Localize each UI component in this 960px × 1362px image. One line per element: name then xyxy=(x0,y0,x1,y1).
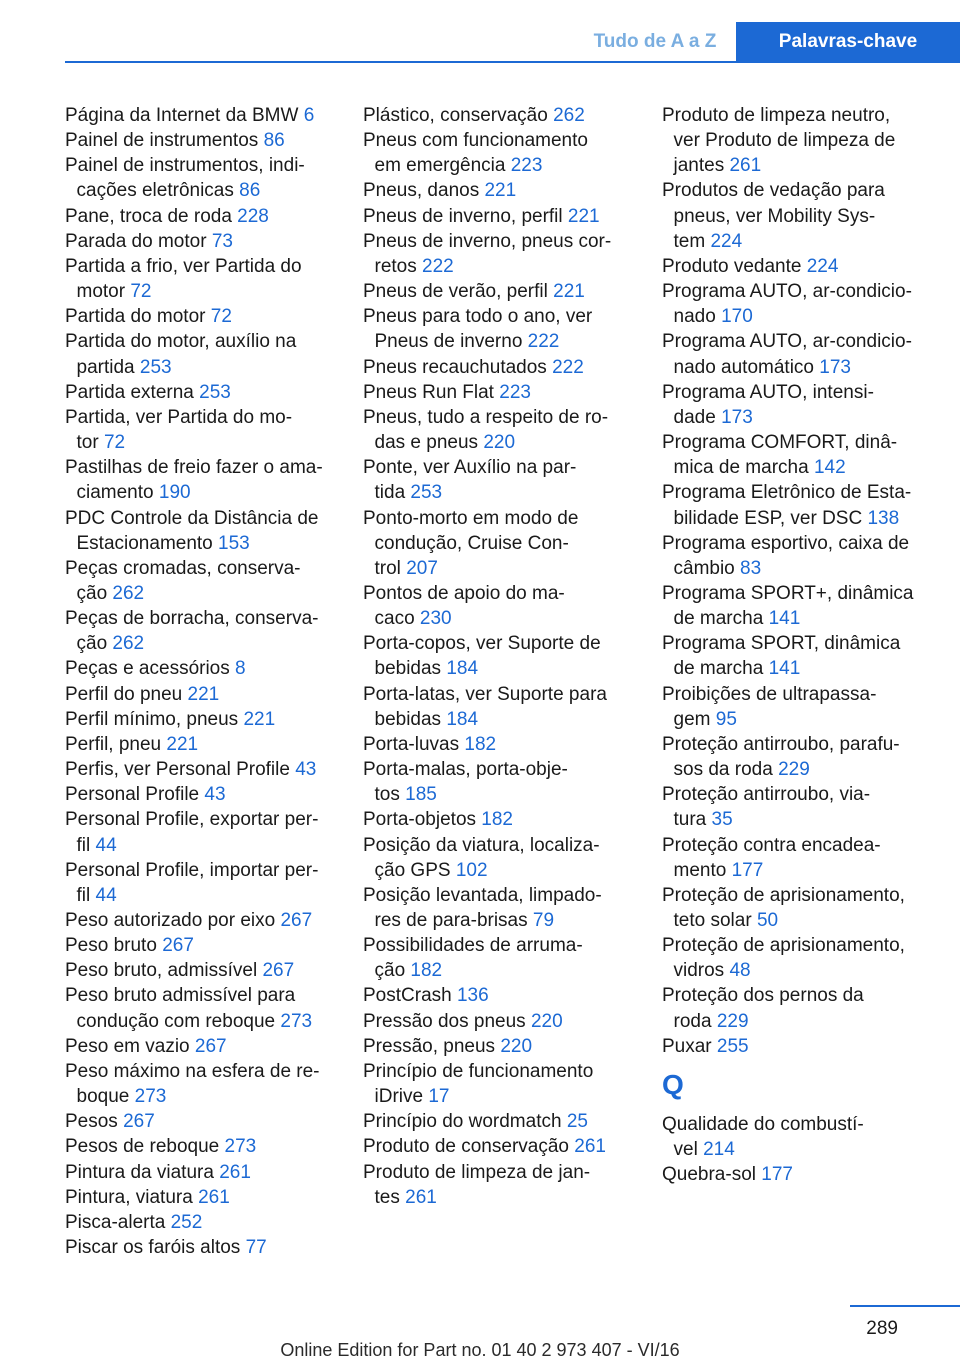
index-entry-term: Peso bruto xyxy=(65,935,157,957)
index-entry xyxy=(363,178,635,203)
index-entry xyxy=(65,983,337,1033)
index-entry-term: Pressão, pneus xyxy=(363,1035,496,1057)
page-reference-link[interactable]: 224 xyxy=(710,230,743,252)
index-entry-term: Programa SPORT, dinâmica de marcha xyxy=(662,633,901,680)
page-reference-link[interactable]: 25 xyxy=(566,1111,588,1133)
index-entry-term: Porta-malas, porta-obje- tos xyxy=(363,759,568,806)
page-reference-link[interactable]: 182 xyxy=(410,960,443,982)
page-reference-link[interactable]: 86 xyxy=(239,180,261,202)
index-entry-term: Produto de conservação xyxy=(363,1136,569,1158)
index-entry-term: Proibições de ultrapassa- gem xyxy=(662,683,877,730)
page-reference-link[interactable]: 221 xyxy=(166,733,199,755)
page-reference-link[interactable]: 83 xyxy=(740,557,762,579)
index-entry-term: Pneus Run Flat xyxy=(363,381,494,403)
index-entry-term: Piscar os faróis altos xyxy=(65,1237,241,1259)
index-entry-term: Pneus para todo o ano, ver Pneus de inverno xyxy=(363,306,593,353)
page-reference-link[interactable]: 141 xyxy=(768,658,801,680)
index-entry xyxy=(363,1134,635,1159)
page-reference-link[interactable]: 253 xyxy=(410,482,443,504)
index-entry xyxy=(662,782,934,832)
page-reference-link[interactable]: 267 xyxy=(280,910,313,931)
index-entry-term: Pneus recauchutados xyxy=(363,356,547,378)
page-reference-link[interactable]: 267 xyxy=(162,935,194,957)
index-entry xyxy=(363,933,635,983)
index-entry xyxy=(65,682,337,707)
index-entry-term: Proteção de aprisionamento, vidros xyxy=(662,935,905,982)
page-reference-link[interactable]: 230 xyxy=(419,608,452,630)
index-entry-term: Peças cromadas, conserva- ção xyxy=(65,557,301,604)
page-reference-link[interactable]: 273 xyxy=(224,1136,257,1158)
index-entry-term: Perfil, pneu xyxy=(65,733,162,755)
index-entry-term: Pneus, tudo a respeito de ro- das e pneus xyxy=(363,406,609,454)
index-entry xyxy=(65,757,337,782)
page-reference-link[interactable]: 173 xyxy=(721,406,753,428)
index-entry-term: Pontos de apoio do ma- caco xyxy=(363,582,565,630)
index-entry xyxy=(662,631,934,681)
index-entry-term: Programa Eletrônico de Esta- bilidade ESP, ver DSC xyxy=(662,482,912,529)
index-entry xyxy=(363,229,635,279)
page-reference-link[interactable]: 177 xyxy=(731,859,764,881)
index-letter-heading: Q xyxy=(662,1068,684,1100)
index-entry xyxy=(363,682,635,732)
index-entry xyxy=(65,1235,337,1260)
index-column-2 xyxy=(363,103,635,1210)
index-entry xyxy=(662,178,934,253)
page-reference-link[interactable]: 43 xyxy=(204,784,226,806)
page-reference-link[interactable]: 221 xyxy=(484,180,517,202)
index-entry-term: Proteção dos pernos da roda xyxy=(662,985,864,1032)
page-reference-link[interactable]: 261 xyxy=(729,155,762,177)
index-entry xyxy=(662,933,934,983)
index-entry xyxy=(65,656,337,681)
page-reference-link[interactable]: 35 xyxy=(711,809,733,831)
page-reference-link[interactable]: 267 xyxy=(123,1111,155,1133)
page-reference-link[interactable]: 261 xyxy=(219,1161,251,1183)
header-section-label: Tudo de A a Z xyxy=(593,31,717,52)
page-reference-link[interactable]: 182 xyxy=(464,733,497,755)
page-reference-link[interactable]: 102 xyxy=(455,859,488,881)
index-entry-term: Perfil do pneu xyxy=(65,683,183,705)
index-entry xyxy=(363,1034,635,1059)
index-entry-term: Partida, ver Partida do mo- tor xyxy=(65,406,293,454)
index-entry xyxy=(662,279,934,329)
index-entry-term: Porta-latas, ver Suporte para bebidas xyxy=(363,683,607,730)
index-entry-term: Pneus de verão, perfil xyxy=(363,281,548,303)
page-reference-link[interactable]: 136 xyxy=(456,985,489,1007)
index-entry xyxy=(363,103,635,128)
index-entry-term: Partida externa xyxy=(65,381,194,403)
index-entry-term: Perfil mínimo, pneus xyxy=(65,708,239,730)
page-reference-link[interactable]: 77 xyxy=(245,1237,267,1259)
page-reference-link[interactable]: 222 xyxy=(422,255,454,277)
index-entry xyxy=(65,1109,337,1134)
index-entry xyxy=(662,531,934,581)
index-entry xyxy=(65,807,337,857)
index-entry xyxy=(65,732,337,757)
index-entry-term: Personal Profile, importar per- fil xyxy=(65,859,319,906)
page-reference-link[interactable]: 6 xyxy=(303,105,315,126)
index-entry-term: Pesos xyxy=(65,1111,118,1133)
index-entry xyxy=(363,1059,635,1109)
footer-rule xyxy=(850,1305,960,1307)
index-entry-term: Produto vedante xyxy=(662,255,802,277)
page-reference-link[interactable]: 221 xyxy=(243,708,276,730)
index-entry xyxy=(662,480,934,530)
page-reference-link[interactable]: 220 xyxy=(530,1010,563,1032)
index-entry xyxy=(662,883,934,933)
index-entry xyxy=(65,128,337,153)
page-reference-link[interactable]: 185 xyxy=(405,784,437,806)
index-entry-term: Pneus de inverno, perfil xyxy=(363,205,563,227)
index-entry xyxy=(662,254,934,279)
index-entry-term: Porta-luvas xyxy=(363,733,460,755)
index-entry xyxy=(662,1034,934,1059)
index-entry xyxy=(662,983,934,1033)
index-entry xyxy=(65,204,337,229)
page-reference-link[interactable]: 72 xyxy=(210,306,232,328)
page-reference-link[interactable]: 229 xyxy=(778,759,810,781)
page-reference-link[interactable]: 221 xyxy=(553,281,585,303)
page-reference-link[interactable]: 220 xyxy=(500,1035,533,1057)
index-entry xyxy=(65,1210,337,1235)
page-reference-link[interactable]: 262 xyxy=(553,105,585,126)
page-reference-link[interactable]: 262 xyxy=(112,633,145,655)
page-reference-link[interactable]: 95 xyxy=(715,708,737,730)
header-rule xyxy=(65,61,960,63)
index-entry-term: Pisca-alerta xyxy=(65,1211,166,1233)
index-column-3 xyxy=(662,103,934,1187)
page-reference-link[interactable]: 170 xyxy=(721,306,753,328)
page-reference-link[interactable]: 207 xyxy=(406,557,438,579)
index-entry-term: Partida a frio, ver Partida do motor xyxy=(65,255,302,303)
index-entry xyxy=(363,581,635,631)
index-entry xyxy=(363,757,635,807)
page-reference-link[interactable]: 214 xyxy=(703,1139,735,1161)
index-entry xyxy=(65,1160,337,1185)
page-reference-link[interactable]: 8 xyxy=(235,658,246,680)
page-reference-link[interactable]: 223 xyxy=(510,155,543,177)
page-reference-link[interactable]: 273 xyxy=(134,1086,167,1108)
index-entry xyxy=(65,254,337,304)
index-entry-term: Produto de limpeza neutro, ver Produto de limpeza de jantes xyxy=(662,105,896,177)
index-entry xyxy=(662,833,934,883)
page-reference-link[interactable]: 253 xyxy=(199,381,231,403)
index-entry-term: Peso bruto admissível para condução com reboque xyxy=(65,985,296,1032)
page-reference-link[interactable]: 177 xyxy=(761,1164,793,1186)
page-reference-link[interactable]: 223 xyxy=(499,381,531,403)
index-entry-term: Peças e acessórios xyxy=(65,658,230,680)
index-entry-term: Pressão dos pneus xyxy=(363,1010,526,1032)
index-entry xyxy=(363,355,635,380)
index-entry-term: Posição da viatura, localiza- ção GPS xyxy=(363,834,600,881)
page-reference-link[interactable]: 86 xyxy=(263,130,285,152)
page-reference-link[interactable]: 229 xyxy=(716,1010,749,1032)
index-entry xyxy=(662,1112,934,1162)
page-reference-link[interactable]: 153 xyxy=(218,532,250,554)
index-entry-term: Pesos de reboque xyxy=(65,1136,220,1158)
index-entry xyxy=(363,807,635,832)
page-reference-link[interactable]: 43 xyxy=(295,759,317,781)
page-reference-link[interactable]: 253 xyxy=(139,356,172,378)
index-entry-term: Personal Profile, exportar per- fil xyxy=(65,809,319,856)
page-reference-link[interactable]: 261 xyxy=(574,1136,606,1158)
index-entry-term: Quebra-sol xyxy=(662,1164,756,1186)
index-entry xyxy=(65,858,337,908)
page-reference-link[interactable]: 261 xyxy=(198,1186,230,1208)
index-entry-term: Proteção de aprisionamento, teto solar xyxy=(662,884,905,931)
page-reference-link[interactable]: 138 xyxy=(867,507,900,529)
index-entry xyxy=(662,380,934,430)
index-entry-term: Peso máximo na esfera de re- boque xyxy=(65,1060,320,1108)
page-reference-link[interactable]: 184 xyxy=(446,658,479,680)
page-reference-link[interactable]: 222 xyxy=(552,356,584,378)
index-entry-term: Porta-copos, ver Suporte de bebidas xyxy=(363,633,601,680)
index-entry xyxy=(662,103,934,178)
index-entry-term: Posição levantada, limpado- res de para-brisas xyxy=(363,884,602,931)
index-entry-term: Programa AUTO, ar-condicio- nado automático xyxy=(662,331,912,378)
index-entry xyxy=(65,1059,337,1109)
index-entry-term: Princípio de funcionamento iDrive xyxy=(363,1060,594,1108)
page-reference-link[interactable]: 252 xyxy=(170,1211,203,1233)
index-entry-term: Programa AUTO, intensi- dade xyxy=(662,381,874,428)
index-entry xyxy=(363,405,635,455)
index-entry xyxy=(363,506,635,581)
page-reference-link[interactable]: 222 xyxy=(527,331,560,353)
index-entry-term: Pintura da viatura xyxy=(65,1161,214,1183)
index-entry xyxy=(363,304,635,354)
index-entry-term: Pane, troca de roda xyxy=(65,205,232,227)
index-entry-term: Ponte, ver Auxílio na par- tida xyxy=(363,457,577,504)
index-entry xyxy=(363,883,635,933)
index-entry xyxy=(363,380,635,405)
index-entry xyxy=(65,506,337,556)
index-entry-term: Programa esportivo, caixa de câmbio xyxy=(662,532,910,579)
page-reference-link[interactable]: 44 xyxy=(95,884,117,906)
index-entry-term: Peso bruto, admissível xyxy=(65,960,258,982)
index-entry-term: Programa COMFORT, dinâ- mica de marcha xyxy=(662,432,898,479)
index-entry xyxy=(662,682,934,732)
index-entry xyxy=(65,405,337,455)
page-reference-link[interactable]: 72 xyxy=(103,432,126,454)
index-entry-term: Puxar xyxy=(662,1035,712,1057)
index-entry xyxy=(65,782,337,807)
index-entry xyxy=(65,229,337,254)
index-entry xyxy=(65,958,337,983)
index-entry-term: Personal Profile xyxy=(65,784,200,806)
index-entry xyxy=(363,204,635,229)
index-entry xyxy=(662,1162,934,1187)
index-entry-term: Parada do motor xyxy=(65,230,207,252)
page-reference-link[interactable]: 73 xyxy=(211,230,233,252)
index-entry-term: Peças de borracha, conserva- ção xyxy=(65,608,319,655)
index-entry-term: Produto de limpeza de jan- tes xyxy=(363,1161,591,1208)
index-entry xyxy=(363,128,635,178)
header-subsection-tab: Palavras-chave xyxy=(736,22,960,62)
index-entry xyxy=(662,732,934,782)
index-entry xyxy=(65,556,337,606)
page-reference-link[interactable]: 255 xyxy=(716,1035,749,1057)
page-reference-link[interactable]: 267 xyxy=(194,1035,227,1057)
index-entry-term: Painel de instrumentos, indi- cações eletrônicas xyxy=(65,155,305,202)
index-entry xyxy=(65,1134,337,1159)
index-entry-term: Plástico, conservação xyxy=(363,105,548,126)
index-entry xyxy=(363,1009,635,1034)
index-entry xyxy=(363,983,635,1008)
index-entry-term: Proteção contra encadea- mento xyxy=(662,834,881,881)
index-entry xyxy=(363,455,635,505)
index-entry-term: PostCrash xyxy=(363,985,452,1007)
page-reference-link[interactable]: 182 xyxy=(481,809,513,831)
index-entry-term: Página da Internet da BMW xyxy=(65,105,299,126)
index-entry xyxy=(65,707,337,732)
index-entry xyxy=(65,606,337,656)
index-entry xyxy=(65,455,337,505)
index-entry-term: Partida do motor, auxílio na partida xyxy=(65,331,297,378)
index-entry-term: Peso em vazio xyxy=(65,1035,190,1057)
index-entry-term: Pneus de inverno, pneus cor- retos xyxy=(363,230,612,277)
index-entry-term: Programa AUTO, ar-condicio- nado xyxy=(662,281,912,328)
page-reference-link[interactable]: 273 xyxy=(280,1010,313,1032)
index-entry-term: Porta-objetos xyxy=(363,809,477,831)
page-reference-link[interactable]: 228 xyxy=(237,205,269,227)
index-entry-term: Ponto-morto em modo de condução, Cruise Con- trol xyxy=(363,507,579,579)
index-entry xyxy=(65,329,337,379)
page-reference-link[interactable]: 184 xyxy=(446,708,479,730)
page-reference-link[interactable]: 190 xyxy=(158,482,191,504)
index-entry xyxy=(65,908,337,933)
index-entry-term: Proteção antirroubo, parafu- sos da roda xyxy=(662,733,900,781)
index-entry xyxy=(363,279,635,304)
page-reference-link[interactable]: 221 xyxy=(187,683,220,705)
page-reference-link[interactable]: 48 xyxy=(729,960,751,982)
page-reference-link[interactable]: 17 xyxy=(428,1086,450,1108)
index-column-1 xyxy=(65,103,337,1260)
page-reference-link[interactable]: 267 xyxy=(262,960,295,982)
index-entry xyxy=(363,732,635,757)
index-entry-term: Proteção antirroubo, via- tura xyxy=(662,784,871,831)
page-reference-link[interactable]: 261 xyxy=(405,1186,437,1208)
index-entry-term: Partida do motor xyxy=(65,306,206,328)
index-entry xyxy=(363,1109,635,1134)
index-entry-term: Painel de instrumentos xyxy=(65,130,259,152)
index-entry xyxy=(662,581,934,631)
page-reference-link[interactable]: 142 xyxy=(813,457,846,479)
index-entry xyxy=(65,1185,337,1210)
index-entry xyxy=(65,1034,337,1059)
index-entry xyxy=(65,304,337,329)
index-entry-term: Pneus com funcionamento em emergência xyxy=(363,130,588,177)
index-entry xyxy=(65,103,337,128)
index-entry xyxy=(662,329,934,379)
index-entry-term: PDC Controle da Distância de Estacionamento xyxy=(65,507,319,554)
page-reference-link[interactable]: 173 xyxy=(819,356,851,378)
index-entry-term: Pneus, danos xyxy=(363,180,480,202)
index-entry xyxy=(363,1160,635,1210)
index-entry xyxy=(65,933,337,958)
index-entry-term: Produtos de vedação para pneus, ver Mobility Sys- tem xyxy=(662,180,885,252)
index-entry-term: Qualidade do combustí- vel xyxy=(662,1113,864,1161)
index-entry-term: Princípio do wordmatch xyxy=(363,1111,562,1133)
page-reference-link[interactable]: 72 xyxy=(130,281,152,303)
page-reference-link[interactable]: 44 xyxy=(95,834,117,856)
page-reference-link[interactable]: 220 xyxy=(483,432,516,454)
index-entry xyxy=(363,631,635,681)
index-entry-term: Pastilhas de freio fazer o ama- ciamento xyxy=(65,457,323,504)
index-entry-term: Perfis, ver Personal Profile xyxy=(65,759,290,781)
footer-edition-text: Online Edition for Part no. 01 40 2 973 407 - VI/16 xyxy=(280,1340,680,1360)
page-reference-link[interactable]: 221 xyxy=(567,205,600,227)
index-entry-term: Peso autorizado por eixo xyxy=(65,910,276,931)
page-reference-link[interactable]: 141 xyxy=(768,608,801,630)
index-entry xyxy=(363,833,635,883)
index-entry xyxy=(65,380,337,405)
index-entry-term: Possibilidades de arruma- ção xyxy=(363,935,583,982)
index-entry xyxy=(65,153,337,203)
index-entry-term: Pintura, viatura xyxy=(65,1186,193,1208)
index-entry xyxy=(662,430,934,480)
page-number: 289 xyxy=(866,1318,898,1339)
page-reference-link[interactable]: 79 xyxy=(532,910,555,931)
page-reference-link[interactable]: 262 xyxy=(112,582,145,604)
page-reference-link[interactable]: 224 xyxy=(806,255,839,277)
page-reference-link[interactable]: 50 xyxy=(756,910,779,931)
index-entry-term: Programa SPORT+, dinâmica de marcha xyxy=(662,582,914,630)
